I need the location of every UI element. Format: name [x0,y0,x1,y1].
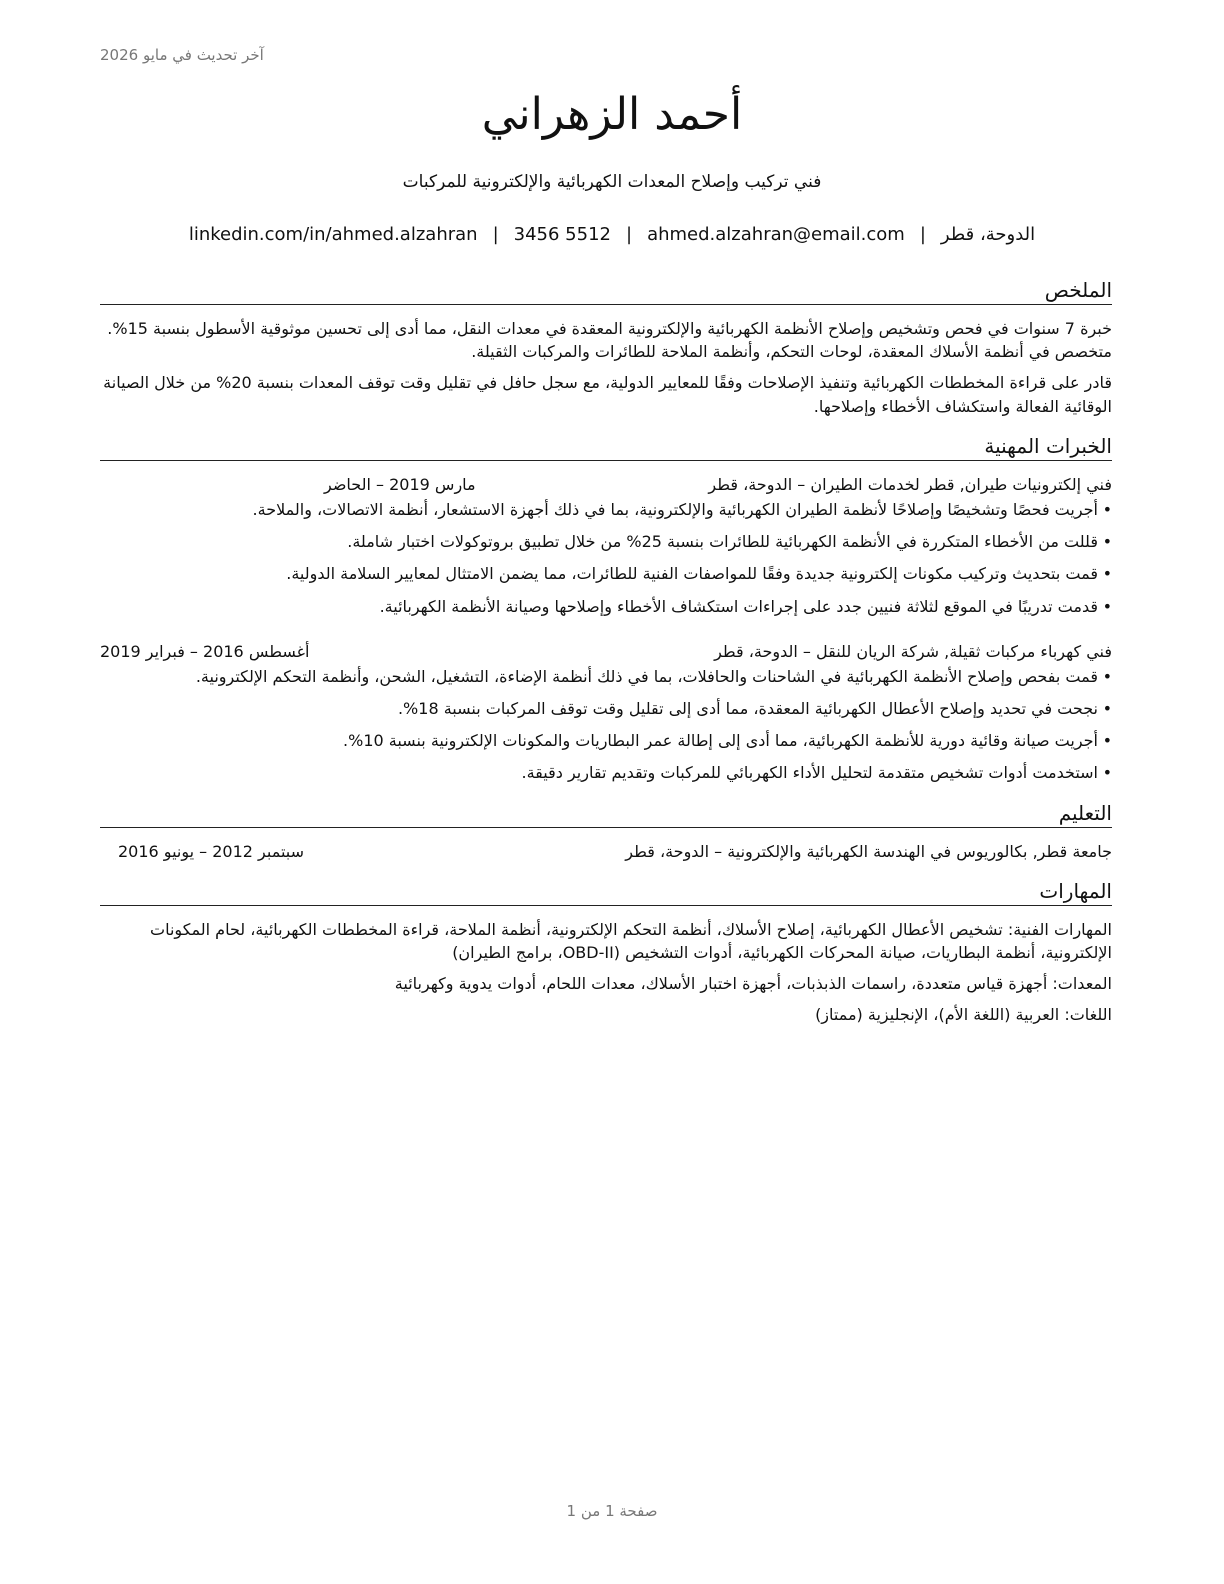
last-updated-note: آخر تحديث في مايو 2026 [100,46,264,64]
education-dates: سبتمبر 2012 – يونيو 2016 [118,841,305,861]
job-title-line: فني كهرباء مركبات ثقيلة, شركة الريان للنقل – الدوحة، قطر [714,641,1112,661]
job-bullet: • قمت بفحص وإصلاح الأنظمة الكهربائية في الشاحنات والحافلات، بما في ذلك أنظمة الإضاءة، التشغيل، الشحن، وأنظمة التحكم الإلكترونية. [100,665,1112,688]
skills-languages: اللغات: العربية (اللغة الأم)، الإنجليزية (ممتاز) [815,1005,1112,1025]
summary-paragraph: قادر على قراءة المخططات الكهربائية وتنفيذ الإصلاحات وفقًا للمعايير الدولية، مع سجل حافل في تقليل وقت توقف المعدات بنسبة 20% من خلال الصيانة الوقائية الفعالة واستكشاف الأخطاء وإصلاحها. [103,373,1112,416]
job-bullets [100,498,1112,618]
summary-section [100,276,1112,418]
education-title-line: جامعة قطر, بكالوريوس في الهندسة الكهربائية والإلكترونية – الدوحة، قطر [625,841,1112,861]
experience-heading: الخبرات المهنية [100,432,1112,461]
job-bullet: • قللت من الأخطاء المتكررة في الأنظمة الكهربائية للطائرات بنسبة 25% من خلال تطبيق بروتوكولات اختبار شاملة. [100,530,1112,553]
job-header [100,640,1112,663]
job-title-line: فني إلكترونيات طيران, قطر لخدمات الطيران – الدوحة، قطر [708,474,1112,494]
education-heading: التعليم [100,799,1112,828]
job-entry [100,473,1112,618]
job-bullet: • أجريت صيانة وقائية دورية للأنظمة الكهربائية، مما أدى إلى إطالة عمر البطاريات والمكونات الإلكترونية بنسبة 10%. [100,729,1112,752]
job-entry [100,640,1112,785]
education-section [100,799,1112,863]
page-number: صفحة 1 من 1 [566,1502,658,1520]
experience-section [100,432,1112,785]
job-bullet: • استخدمت أدوات تشخيص متقدمة لتحليل الأداء الكهربائي للمركبات وتقديم تقارير دقيقة. [100,761,1112,784]
skills-technical: المهارات الفنية: تشخيص الأعطال الكهربائية، إصلاح الأسلاك، أنظمة التحكم الإلكترونية، أنظمة الملاحة، قراءة المخططات الكهربائية، لحام المكونات الإلكترونية، أنظمة البطاريات، صيانة المحركات الكهربائية، أدوات التشخيص (OBD-II، برامج الطيران) [150,919,1112,962]
contact-separator: | [492,224,499,245]
contact-separator: | [919,224,926,245]
job-bullets [100,665,1112,785]
contact-line [0,224,1224,245]
job-header [100,473,1112,496]
job-dates: مارس 2019 – الحاضر [324,474,476,494]
skills-heading: المهارات [100,877,1112,906]
contact-location: الدوحة، قطر [940,224,1036,245]
skills-equipment: المعدات: أجهزة قياس متعددة، راسمات الذبذبات، أجهزة اختبار الأسلاك، معدات اللحام، أدوات يدوية وكهربائية [394,974,1112,994]
summary-paragraph: خبرة 7 سنوات في فحص وتشخيص وإصلاح الأنظمة الكهربائية والإلكترونية المعقدة في معدات النقل، مما أدى إلى تحسين موثوقية الأسطول بنسبة 15%. متخصص في أنظمة الأسلاك المعقدة، لوحات التحكم، وأنظمة الملاحة للطائرات والمركبات الثقيلة. [107,319,1112,362]
contact-email[interactable]: ahmed.alzahran@email.com [647,224,905,245]
contact-phone[interactable]: 3456 5512 [513,224,611,245]
skills-section [100,877,1112,1027]
job-bullet: • نجحت في تحديد وإصلاح الأعطال الكهربائية المعقدة، مما أدى إلى تقليل وقت توقف المركبات بنسبة 18%. [100,697,1112,720]
job-bullet: • قدمت تدريبًا في الموقع لثلاثة فنيين جدد على إجراءات استكشاف الأخطاء وإصلاحها وصيانة الأنظمة الكهربائية. [100,595,1112,618]
job-bullet: • أجريت فحصًا وتشخيصًا وإصلاحًا لأنظمة الطيران الكهربائية والإلكترونية، بما في ذلك أجهزة الاستشعار، أنظمة الاتصالات، والملاحة. [100,498,1112,521]
job-dates: أغسطس 2016 – فبراير 2019 [100,641,310,661]
education-entry [100,840,1112,863]
contact-separator: | [626,224,633,245]
resume-body [100,276,1112,1041]
job-bullet: • قمت بتحديث وتركيب مكونات إلكترونية جديدة وفقًا للمواصفات الفنية للطائرات، مما يضمن الامتثال لمعايير السلامة الدولية. [100,562,1112,585]
contact-linkedin[interactable]: linkedin.com/in/ahmed.alzahran [188,224,478,245]
summary-heading: الملخص [100,276,1112,305]
candidate-name: أحمد الزهراني [481,89,743,140]
candidate-title: فني تركيب وإصلاح المعدات الكهربائية والإلكترونية للمركبات [402,172,822,192]
